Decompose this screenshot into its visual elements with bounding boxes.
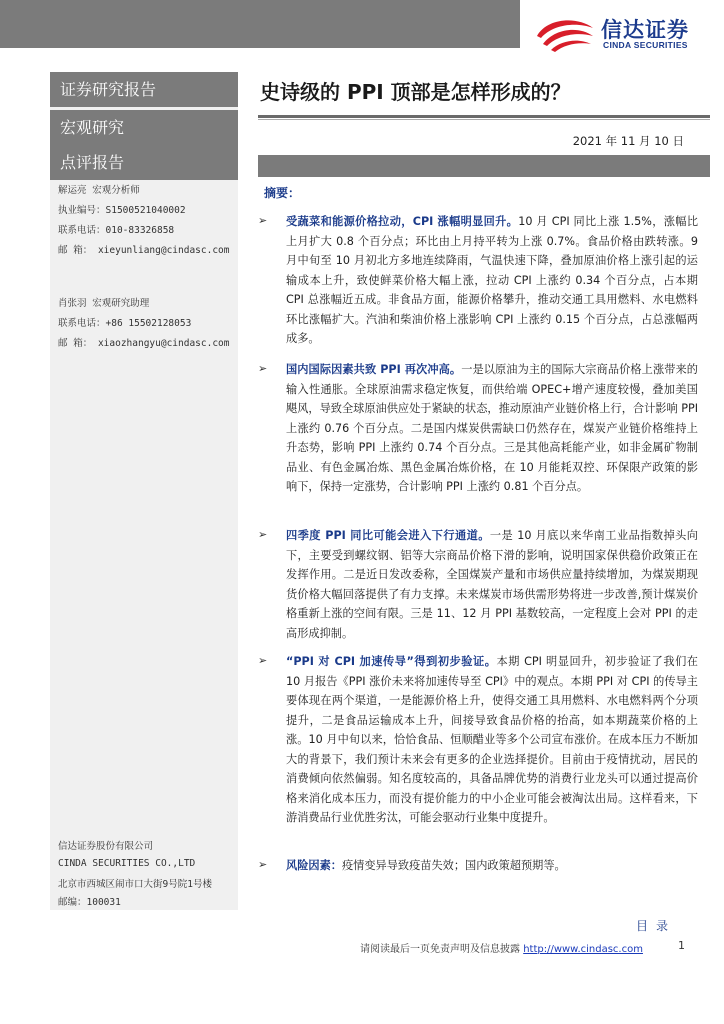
cinda-logo	[533, 14, 723, 54]
section-band	[258, 155, 710, 177]
arrow-bullet-icon: ➢	[258, 654, 268, 667]
analyst2-email[interactable]: 邮 箱： xiaozhangyu@cindasc.com	[58, 338, 230, 349]
company-name-cn: 信达证券股份有限公司	[58, 841, 154, 852]
bullet-4-head: “PPI 对 CPI 加速传导”得到初步验证。	[286, 655, 497, 668]
toc-link[interactable]: 目录	[636, 919, 677, 933]
summary-bullet-1	[258, 212, 698, 349]
summary-bullet-4	[258, 652, 698, 828]
logo-text-en: CINDA SECURITIES	[603, 40, 688, 50]
report-date: 2021 年 11 月 10 日	[572, 134, 684, 148]
summary-label: 摘要：	[264, 186, 301, 200]
summary-bullet-3	[258, 526, 698, 643]
bullet-3-body: 一是 10 月底以来华南工业品指数掉头向下，主要受到螺纹钢、铝等大宗商品价格下滑的影响，说明国家保供稳价政策正在发挥作用。二是近日发改委称，全国煤炭产量和市场供应量持续增加，为煤炭期现货价格大幅回落提供了有力支撑。未来煤炭市场供需形势将进一步改善,预计煤炭价格重新上涨的空间有限。三是 11、12 月 PPI 基数较高，一定程度上会对 PPI 的走高形成抑制。	[286, 529, 698, 640]
summary-bullet-2	[258, 360, 698, 497]
bullet-1-head: 受蔬菜和能源价格拉动，CPI 涨幅明显回升。	[286, 215, 519, 228]
bullet-1-body: 10 月 CPI 同比上涨 1.5%，涨幅比上月扩大 0.8 个百分点；环比由上月持平转为上涨 0.7%。食品价格由跌转涨。9 月中旬至 10 月初北方多地连续降雨，气温快速下降，叠加原油价格上涨引起的运输成本上升，致使鲜菜价格大幅上涨，拉动 CPI 上涨约 0.34 个百分点，占本期 CPI 总涨幅近五成。非食品方面，能源价格攀升，推动交通工具用燃料、水电燃料环比涨幅扩大。汽油和柴油价格上涨影响 CPI 上涨约 0.15 个百分点，占总涨幅两成多。	[286, 215, 699, 345]
analyst1-email[interactable]: 邮 箱： xieyunliang@cindasc.com	[58, 245, 230, 256]
website-link[interactable]: http://www.cindasc.com	[523, 944, 643, 955]
disclaimer-text: 请阅读最后一页免责声明及信息披露	[360, 944, 520, 955]
page-number: 1	[678, 939, 685, 952]
analyst1-name: 解运亮 宏观分析师	[58, 185, 140, 196]
analyst2-phone: 联系电话：+86 15502128053	[58, 318, 192, 329]
bullet-3-head: 四季度 PPI 同比可能会进入下行通道。	[286, 529, 490, 542]
logo-text-cn: 信达证券	[601, 18, 689, 42]
company-address: 北京市西城区闹市口大街9号院1号楼	[58, 879, 212, 890]
footer-disclaimer	[360, 940, 643, 955]
bullet-5-head: 风险因素：	[286, 859, 342, 872]
analyst2-name: 肖张羽 宏观研究助理	[58, 298, 150, 309]
arrow-bullet-icon: ➢	[258, 214, 268, 227]
bullet-2-body: 一是以原油为主的国际大宗商品价格上涨带来的输入性通胀。全球原油需求稳定恢复，而供给端 OPEC+增产速度较慢，叠加美国飓风，导致全球原油供应处于紧缺的状态，推动原油产业链价格上行，合计影响 PPI 上涨约 0.76 个百分点。二是国内煤炭供需缺口仍然存在，煤炭产业链价格维持上升态势，影响 PPI 上涨约 0.74 个百分点。三是其他高耗能产业，如非金属矿物制品业、有色金属冶炼、黑色金属冶炼价格，在 10 月能耗双控、环保限产政策的影响下，保持一定涨势，合计影响 PPI 上涨约 0.81 个百分点。	[286, 363, 698, 493]
cinda-logo-mark	[533, 14, 597, 54]
header-bar	[0, 0, 520, 48]
bullet-5-body: 疫情变异导致疫苗失效；国内政策超预期等。	[341, 859, 566, 872]
title-rule-thin	[258, 119, 710, 120]
company-postcode: 邮编：100031	[58, 897, 121, 908]
analyst1-cert: 执业编号：S1500521040002	[58, 205, 186, 216]
analyst1-phone: 联系电话：010-83326858	[58, 225, 175, 236]
report-title: 史诗级的 PPI 顶部是怎样形成的？	[260, 80, 571, 104]
bullet-4-body: 本期 CPI 明显回升，初步验证了我们在 10 月报告《PPI 涨价未来将加速传导至 CPI》中的观点。本期 PPI 对 CPI 的传导主要体现在两个渠道，一是能源价格上升，使得交通工具用燃料、水电燃料两个分项提升，二是食品运输成本上升，间接导致食品价格的抬高，如本期蔬菜价格的上涨。10 月中旬以来，恰恰食品、恒顺醋业等多个公司宣布涨价。在成本压力不断加大的背景下，我们预计未来会有更多的企业选择提价。目前由于疫情扰动，居民的消费倾向依然偏弱。知名度较高的，具备品牌优势的消费行业龙头可以通过提高价格来消化成本压力，而没有提价能力的中小企业可能会被淘汰出局。这样看来，下游消费品行业优胜劣汰，可能会驱动行业集中度提升。	[286, 655, 698, 824]
sidebar	[50, 72, 238, 910]
arrow-bullet-icon: ➢	[258, 528, 268, 541]
arrow-bullet-icon: ➢	[258, 362, 268, 375]
sidebar-title-comment: 点评报告	[50, 145, 238, 180]
sidebar-title-report: 证券研究报告	[50, 72, 238, 107]
sidebar-title-macro: 宏观研究	[50, 110, 238, 145]
company-name-en: CINDA SECURITIES CO.,LTD	[58, 858, 196, 869]
title-rule	[258, 115, 710, 118]
arrow-bullet-icon: ➢	[258, 858, 268, 871]
bullet-2-head: 国内国际因素共致 PPI 再次冲高。	[286, 363, 462, 376]
summary-bullet-5	[258, 856, 698, 876]
